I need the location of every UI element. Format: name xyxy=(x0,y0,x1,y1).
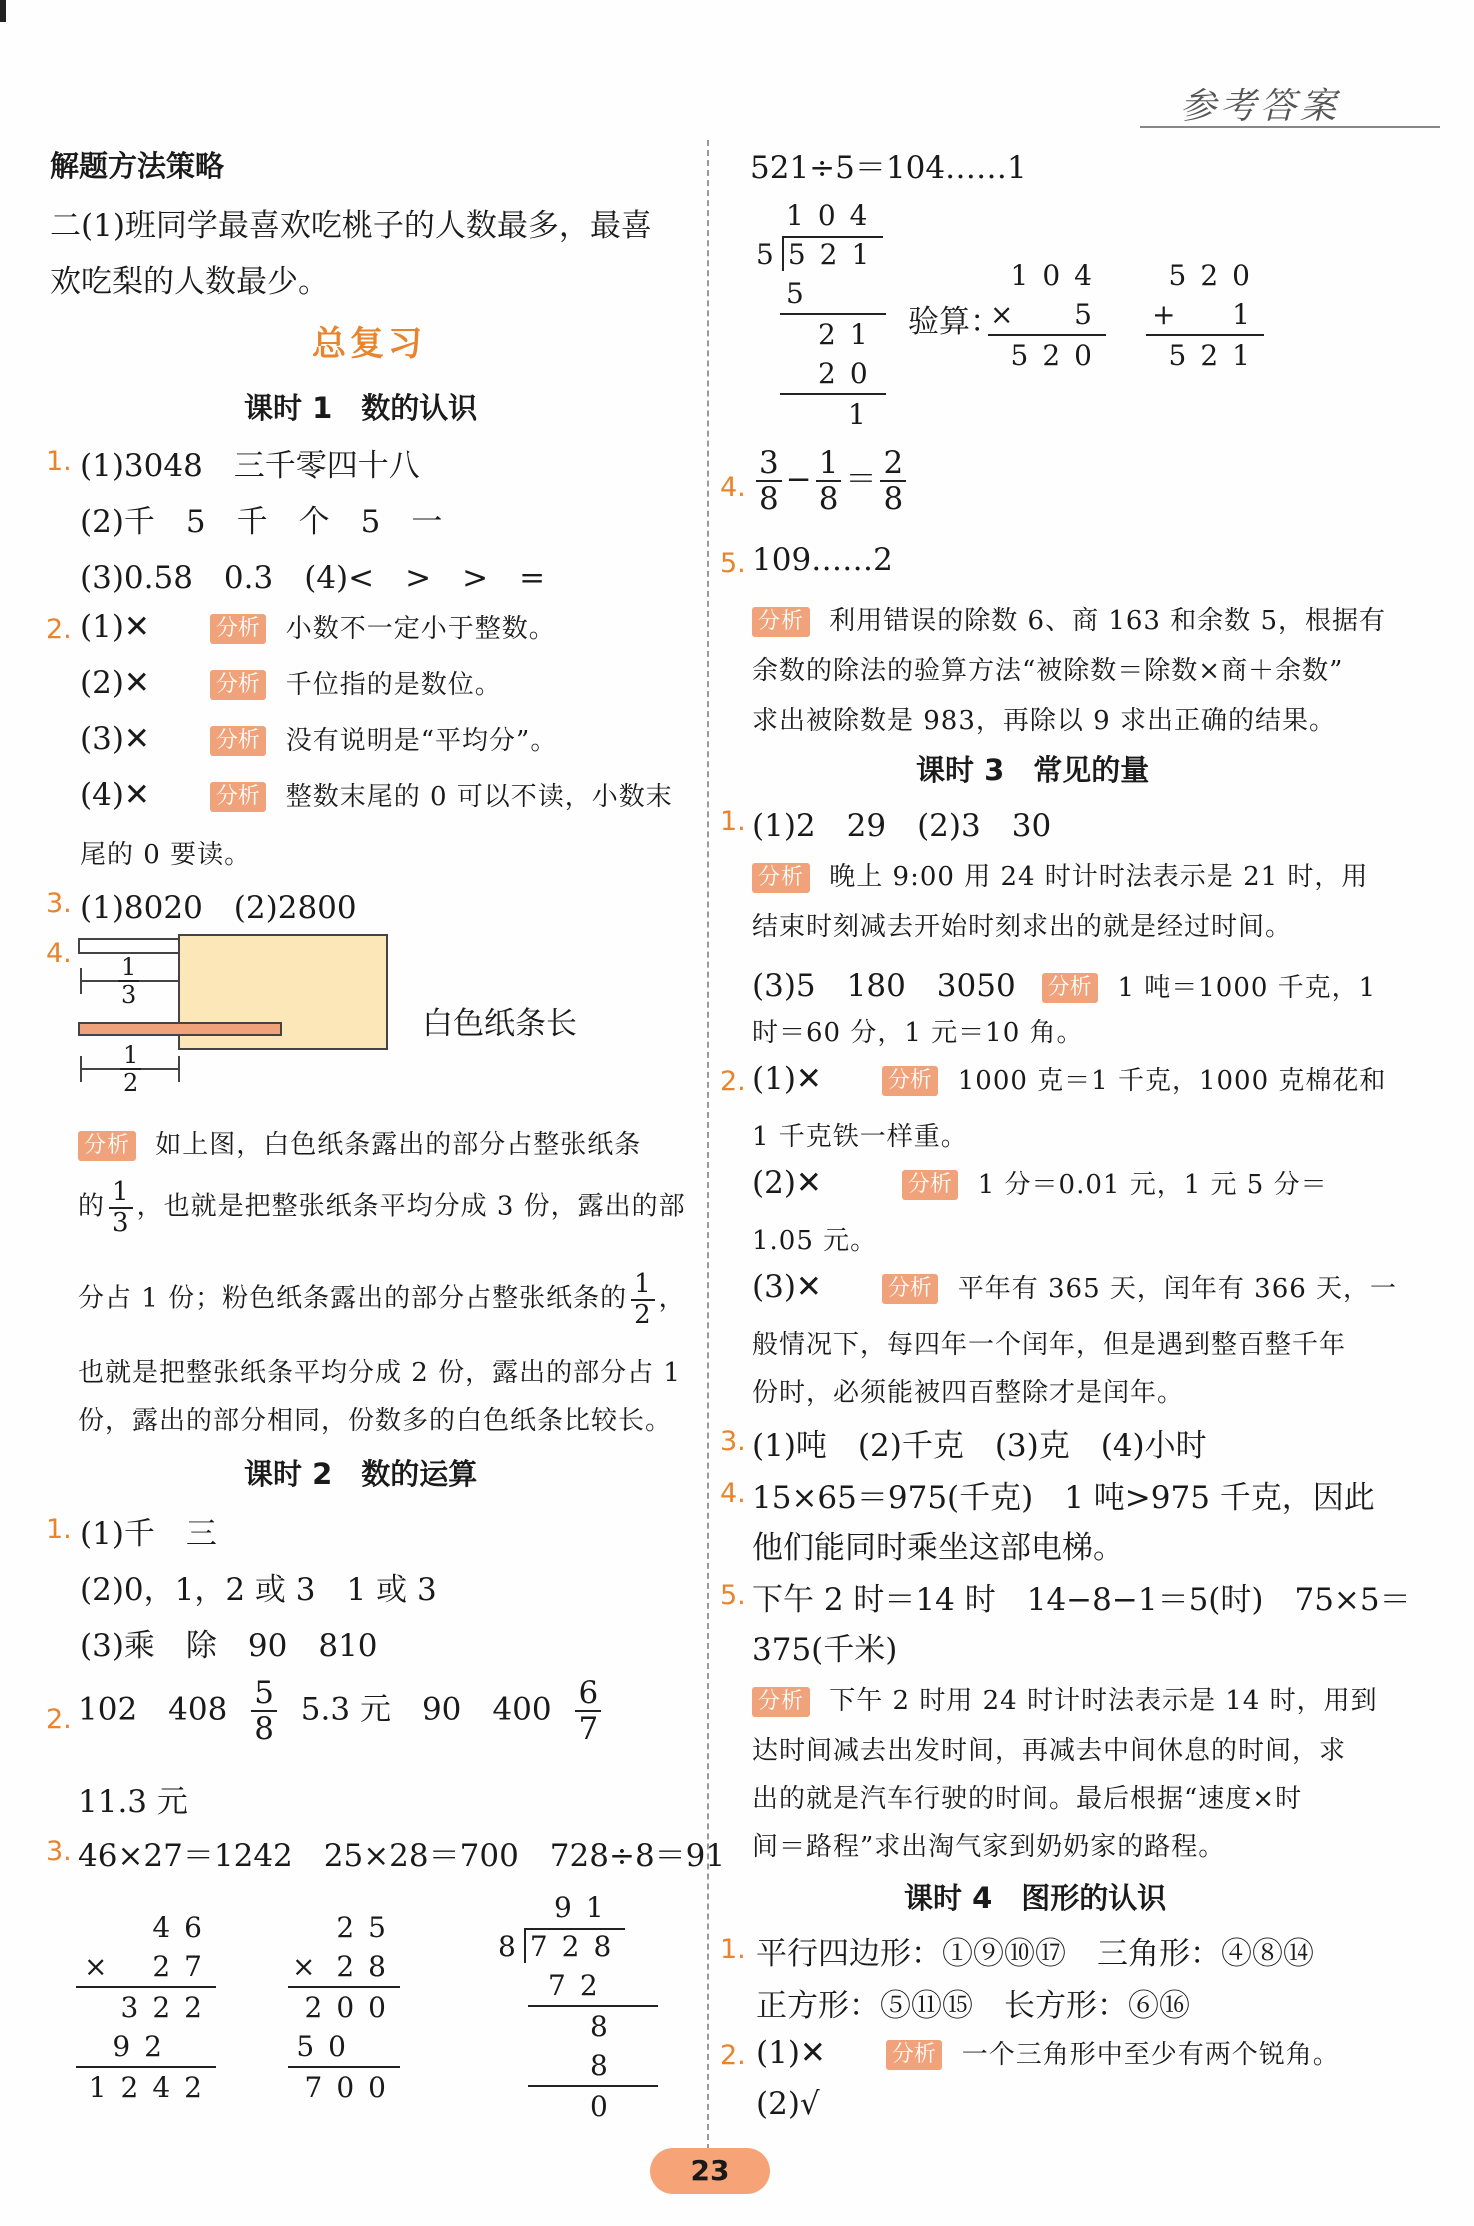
analysis-tag: 分析 xyxy=(210,670,266,700)
answer-line: (3)0.58 0.3 (4)< > > = xyxy=(80,560,546,596)
analysis-tag: 分析 xyxy=(752,607,810,637)
question-number: 3. xyxy=(46,888,72,919)
strategy-title: 解题方法策略 xyxy=(50,149,225,183)
check-label: 验算： xyxy=(908,304,1001,340)
division-dividend: 728 xyxy=(524,1928,625,1963)
answer-line xyxy=(78,1676,615,1746)
frac-numerator: 1 xyxy=(118,954,139,982)
question-number: 5. xyxy=(720,548,746,579)
answer-line: 109……2 xyxy=(752,542,893,578)
analysis-text: 间＝路程”求出淘气家到奶奶家的路程。 xyxy=(752,1832,1226,1862)
question-number: 2. xyxy=(46,614,72,645)
analysis-text: 千位指的是数位。 xyxy=(285,670,502,700)
fraction-equation: $\frac{3}{8}$ − $\frac{1}{8}$ ＝ $\frac{2}{8}$ xyxy=(752,446,910,516)
answer-line: (2)√ xyxy=(756,2086,820,2122)
analysis-text: 份时，必须能被四百整除才是闰年。 xyxy=(752,1378,1185,1408)
division-step: 8 xyxy=(590,2049,622,2082)
answer-line: 下午 2 时＝14 时 14−8−1＝5(时) 75×5＝ xyxy=(752,1582,1411,1618)
analysis-text: 1.05 元。 xyxy=(752,1226,878,1256)
division-step: 5 xyxy=(786,277,818,310)
answer-line: 15×65＝975(千克) 1 吨>975 千克，因此 xyxy=(752,1480,1375,1516)
answer-line xyxy=(80,664,502,701)
question-number: 2. xyxy=(720,1066,746,1097)
analysis-text: 晚上 9:00 用 24 时计时法表示是 21 时，用 xyxy=(829,862,1369,892)
division-equation: 521÷5＝104……1 xyxy=(750,150,1027,186)
answer-mark: (1)✕ xyxy=(80,609,150,645)
calc-row: 700 xyxy=(288,2066,400,2107)
answer-line: (1)3048 三千零四十八 xyxy=(80,448,420,484)
analysis-tag: 分析 xyxy=(210,614,266,644)
analysis-text: 一个三角形中至少有两个锐角。 xyxy=(961,2040,1340,2070)
analysis-text: 份，露出的部分相同，份数多的白色纸条比较长。 xyxy=(78,1406,673,1436)
question-number: 5. xyxy=(720,1580,746,1611)
answer-line: 正方形：⑤⑪⑮ 长方形：⑥⑯ xyxy=(756,1988,1190,2024)
frac-denominator: 2 xyxy=(123,1069,139,1098)
q4-answer: 白色纸条长 xyxy=(422,1006,577,1042)
frac-numerator: 1 xyxy=(120,1042,141,1070)
analysis-text: 平年有 365 天，闰年有 366 天，一 xyxy=(957,1274,1398,1304)
corner-mark xyxy=(0,0,6,22)
analysis-text: 求出被除数是 983，再除以 9 求出正确的结果。 xyxy=(752,706,1336,736)
division-dividend: 521 xyxy=(782,236,883,271)
calc-row: 1 xyxy=(1232,298,1264,331)
analysis-tag: 分析 xyxy=(886,2040,942,2070)
question-number: 1. xyxy=(46,446,72,477)
analysis-text: 的 xyxy=(78,1191,106,1222)
answer-line: 375(千米) xyxy=(752,1632,898,1668)
analysis-tag: 分析 xyxy=(1042,973,1098,1003)
long-division-728 xyxy=(498,1888,658,2126)
analysis-text: 达时间减去出发时间，再减去中间休息的时间，求 xyxy=(752,1736,1347,1766)
answer-text: 5.3 元 90 400 xyxy=(300,1691,552,1728)
analysis-line xyxy=(78,1178,686,1237)
frac-denominator: 3 xyxy=(121,981,137,1010)
division-quotient: 104 xyxy=(786,199,882,232)
answer-mark: (1)✕ xyxy=(752,1061,822,1097)
answer-line: 他们能同时乘坐这部电梯。 xyxy=(752,1530,1124,1566)
division-step: 20 xyxy=(818,357,882,390)
analysis-text: 没有说明是“平均分”。 xyxy=(285,726,558,756)
answer-line xyxy=(752,960,1376,1005)
calc-row: 50 xyxy=(296,2030,360,2063)
answer-line xyxy=(80,608,556,645)
calc-row: 46 xyxy=(152,1911,216,1944)
pink-strip xyxy=(78,1022,282,1036)
fraction: $\frac{6}{7}$ xyxy=(575,1676,601,1746)
calc-row: 27 xyxy=(152,1950,216,1983)
answer-line: (1)8020 (2)2800 xyxy=(80,890,357,926)
question-number: 4. xyxy=(720,1478,746,1509)
answer-mark: (2)✕ xyxy=(80,665,150,701)
question-number: 1. xyxy=(720,806,746,837)
analysis-tag: 分析 xyxy=(882,1274,938,1304)
division-step: 8 xyxy=(528,2005,658,2046)
calc-row: 520 xyxy=(1168,259,1264,292)
analysis-text: 分占 1 份；粉色纸条露出的部分占整张纸条的 xyxy=(78,1283,628,1314)
analysis-tag: 分析 xyxy=(78,1131,136,1161)
answer-text: 102 408 xyxy=(78,1691,228,1728)
analysis-text: 整数末尾的 0 可以不读，小数末 xyxy=(285,782,673,812)
fraction: $\frac{2}{8}$ xyxy=(880,446,906,516)
calc-row: 92 xyxy=(112,2030,176,2063)
analysis-text: 时＝60 分，1 元＝10 角。 xyxy=(752,1018,1084,1048)
page-number-badge: 23 xyxy=(650,2148,770,2194)
answer-mark: (3)✕ xyxy=(752,1269,822,1305)
vertical-calc-1 xyxy=(76,1908,216,2107)
calc-operator: × xyxy=(84,1950,122,1983)
division-quotient: 91 xyxy=(554,1891,618,1924)
analysis-line xyxy=(752,600,1386,637)
calc-row: 200 xyxy=(288,1986,400,2027)
calc-operator: + xyxy=(1152,298,1190,331)
question-number: 4. xyxy=(46,938,72,969)
answer-line xyxy=(80,720,557,757)
answer-line: (2)0，1，2 或 3 1 或 3 xyxy=(80,1572,437,1608)
division-step: 1 xyxy=(780,393,886,434)
fraction: $\frac{1}{3}$ xyxy=(109,1178,133,1237)
lesson2-title: 课时 2 数的运算 xyxy=(244,1457,478,1491)
answer-line: (1)2 29 (2)3 30 xyxy=(752,808,1052,844)
fraction: $\frac{1}{8}$ xyxy=(816,446,842,516)
calc-operator: × xyxy=(990,298,1028,331)
analysis-tag: 分析 xyxy=(902,1170,958,1200)
division-divisor: 8 xyxy=(498,1930,530,1963)
analysis-text: 结束时刻减去开始时刻求出的就是经过时间。 xyxy=(752,912,1293,942)
analysis-text: 1 吨＝1000 千克，1 xyxy=(1117,973,1377,1003)
lesson1-title: 课时 1 数的认识 xyxy=(244,391,478,425)
fraction: $\frac{3}{8}$ xyxy=(756,446,782,516)
lesson3-title: 课时 3 常见的量 xyxy=(916,753,1150,787)
answer-line: (1)千 三 xyxy=(80,1516,217,1552)
answer-line: 11.3 元 xyxy=(78,1784,188,1820)
long-division-521 xyxy=(756,196,886,434)
division-divisor: 5 xyxy=(756,238,788,271)
analysis-text: 余数的除法的验算方法“被除数＝除数×商＋余数” xyxy=(752,656,1344,686)
analysis-line xyxy=(752,1680,1378,1717)
analysis-tag: 分析 xyxy=(210,726,266,756)
question-number: 1. xyxy=(46,1514,72,1545)
answer-line xyxy=(80,776,673,813)
calc-operator: × xyxy=(292,1950,330,1983)
analysis-text: 般情况下，每四年一个闰年，但是遇到整百整千年 xyxy=(752,1330,1347,1360)
calc-row: 1242 xyxy=(76,2066,216,2107)
analysis-text: 出的就是汽车行驶的时间。最后根据“速度×时 xyxy=(752,1784,1303,1814)
check-multiply xyxy=(988,256,1106,375)
division-step: 21 xyxy=(780,313,886,354)
division-step: 72 xyxy=(548,1969,612,2002)
check-add xyxy=(1146,256,1264,375)
analysis-line xyxy=(78,1124,641,1161)
calc-row: 28 xyxy=(336,1950,400,1983)
answer-mark: (4)✕ xyxy=(80,777,150,813)
analysis-text: 1 千克铁一样重。 xyxy=(752,1122,968,1152)
answer-line: 平行四边形：①⑨⑩⑰ 三角形：④⑧⑭ xyxy=(756,1936,1314,1972)
question-number: 2. xyxy=(720,2040,746,2071)
calc-row: 25 xyxy=(336,1911,400,1944)
answer-line: (2)千 5 千 个 5 一 xyxy=(80,504,443,540)
answer-mark: (2)✕ xyxy=(752,1165,822,1201)
analysis-tag: 分析 xyxy=(210,782,266,812)
answer-line xyxy=(756,2034,1340,2071)
answer-line: (1)吨 (2)千克 (3)克 (4)小时 xyxy=(752,1428,1207,1464)
answer-mark: (3)✕ xyxy=(80,721,150,757)
analysis-text: 如上图，白色纸条露出的部分占整张纸条 xyxy=(155,1130,642,1160)
analysis-text: ，也就是把整张纸条平均分成 3 份，露出的部 xyxy=(136,1191,686,1222)
fraction: $\frac{5}{8}$ xyxy=(251,1676,277,1746)
answer-mark: (1)✕ xyxy=(756,2035,826,2071)
analysis-tag: 分析 xyxy=(752,863,810,893)
answer-line xyxy=(752,1060,1386,1097)
question-number: 3. xyxy=(46,1836,72,1867)
question-number: 4. xyxy=(720,472,746,503)
analysis-text: 也就是把整张纸条平均分成 2 份，露出的部分占 1 xyxy=(78,1358,681,1388)
question-number: 1. xyxy=(720,1934,746,1965)
vertical-calc-2 xyxy=(288,1908,400,2107)
strategy-text: 二(1)班同学最喜欢吃桃子的人数最多，最喜 xyxy=(50,208,652,244)
answer-line xyxy=(752,1164,1328,1201)
analysis-line xyxy=(752,856,1368,893)
calc-row: 521 xyxy=(1146,334,1264,375)
analysis-text: 1 分＝0.01 元，1 元 5 分＝ xyxy=(977,1170,1328,1200)
analysis-tag: 分析 xyxy=(882,1066,938,1096)
analysis-text: 尾的 0 要读。 xyxy=(80,840,252,870)
calc-row: 5 xyxy=(1074,298,1106,331)
calc-row: 520 xyxy=(988,334,1106,375)
header-underline xyxy=(1140,126,1440,128)
analysis-text: 下午 2 时用 24 时计时法表示是 14 时，用到 xyxy=(829,1686,1378,1716)
question-number: 3. xyxy=(720,1426,746,1457)
division-step: 0 xyxy=(528,2085,658,2126)
analysis-text: 小数不一定小于整数。 xyxy=(285,614,556,644)
fraction: $\frac{1}{2}$ xyxy=(631,1270,655,1329)
analysis-tag: 分析 xyxy=(752,1687,810,1717)
lesson4-title: 课时 4 图形的认识 xyxy=(904,1881,1167,1915)
answer-line: 46×27＝1242 25×28＝700 728÷8＝91 xyxy=(78,1838,726,1874)
question-number: 2. xyxy=(46,1704,72,1735)
answer-text: (3)5 180 3050 xyxy=(752,968,1016,1004)
analysis-text: 利用错误的除数 6、商 163 和余数 5，根据有 xyxy=(829,606,1387,636)
strategy-text-2: 欢吃梨的人数最少。 xyxy=(50,264,329,300)
calc-row: 322 xyxy=(76,1986,216,2027)
analysis-text: 1000 克＝1 千克，1000 克棉花和 xyxy=(957,1066,1387,1096)
review-title: 总复习 xyxy=(312,324,426,364)
answer-line xyxy=(752,1268,1397,1305)
calc-row: 104 xyxy=(1010,259,1106,292)
answer-line: (3)乘 除 90 810 xyxy=(80,1628,378,1664)
answer-header: 参考答案 xyxy=(1180,86,1341,127)
analysis-line: 分占 1 份；粉色纸条露出的部分占整张纸条的 $\frac{1}{2}$ ， xyxy=(78,1269,686,1330)
